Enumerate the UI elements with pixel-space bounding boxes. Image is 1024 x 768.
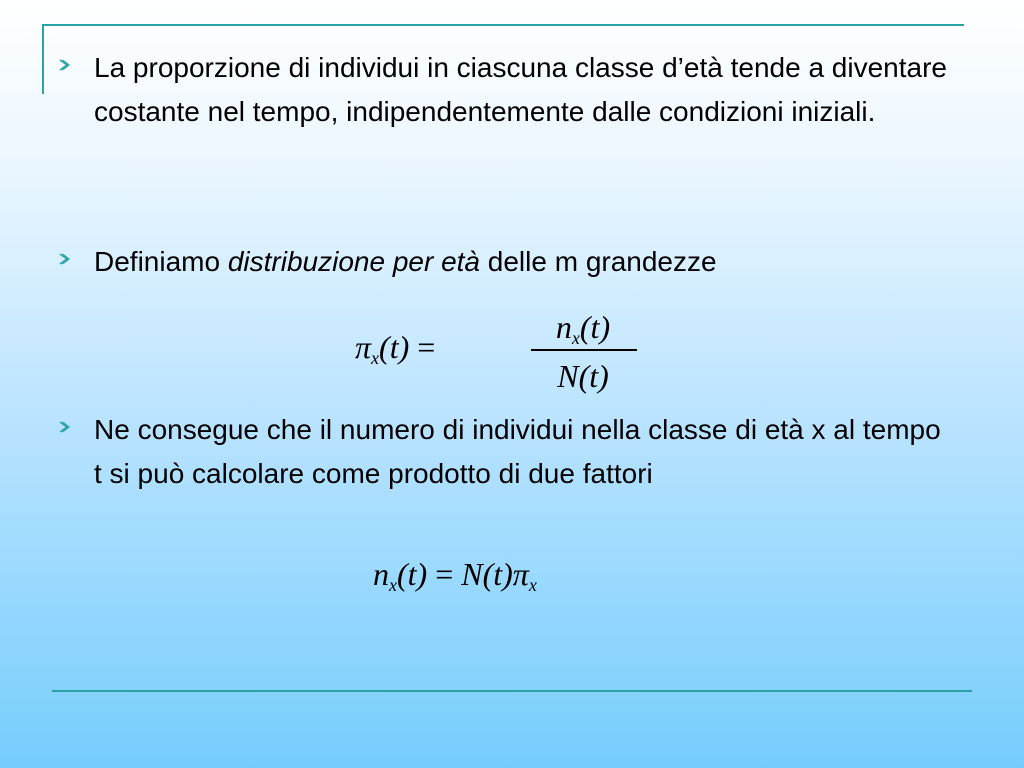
- frame-top-line: [42, 24, 964, 26]
- equation-lhs: [355, 329, 435, 369]
- frame-bottom-line: [52, 690, 972, 692]
- subscript-x: x: [389, 575, 397, 595]
- fraction-denominator: [523, 351, 643, 397]
- equation-distribution: [355, 305, 635, 400]
- argument-t: (t): [579, 309, 611, 345]
- subscript-x: x: [371, 348, 380, 368]
- equation-product: [373, 556, 537, 606]
- argument-t: (t): [379, 329, 410, 365]
- fraction-numerator: [523, 305, 643, 349]
- bullet-text: [94, 240, 954, 284]
- equals-sign: =: [417, 329, 436, 365]
- frame-left-line: [42, 24, 44, 94]
- bullet-text: La proporzione di individui in ciascuna classe d’età tende a diventare costante nel tempo, indipendentemente dalle condizioni iniziali.: [94, 52, 947, 127]
- fraction: [523, 305, 643, 397]
- pi-symbol: π: [512, 556, 529, 592]
- N-symbol: N: [557, 358, 579, 394]
- subscript-x: x: [528, 575, 537, 595]
- chevron-right-icon: [58, 59, 70, 71]
- n-symbol: n: [555, 309, 572, 345]
- bullet-text-after: delle m grandezze: [480, 246, 717, 277]
- argument-t: (t): [578, 358, 609, 394]
- chevron-right-icon: [58, 421, 70, 433]
- argument-t: (t): [397, 556, 428, 592]
- argument-t: (t): [482, 556, 513, 592]
- bullet-text: Ne consegue che il numero di individui nella classe di età x al tempo t si può calcolare come prodotto di due fattori: [94, 414, 941, 489]
- N-symbol: N: [461, 556, 483, 592]
- chevron-right-icon: [58, 253, 70, 265]
- equals-sign: =: [435, 556, 454, 592]
- n-symbol: n: [373, 556, 389, 592]
- pi-symbol: π: [355, 329, 372, 365]
- subscript-x: x: [571, 328, 580, 348]
- bullet-text-before: Definiamo: [94, 246, 228, 277]
- bullet-text-emphasis: distribuzione per età: [227, 246, 480, 277]
